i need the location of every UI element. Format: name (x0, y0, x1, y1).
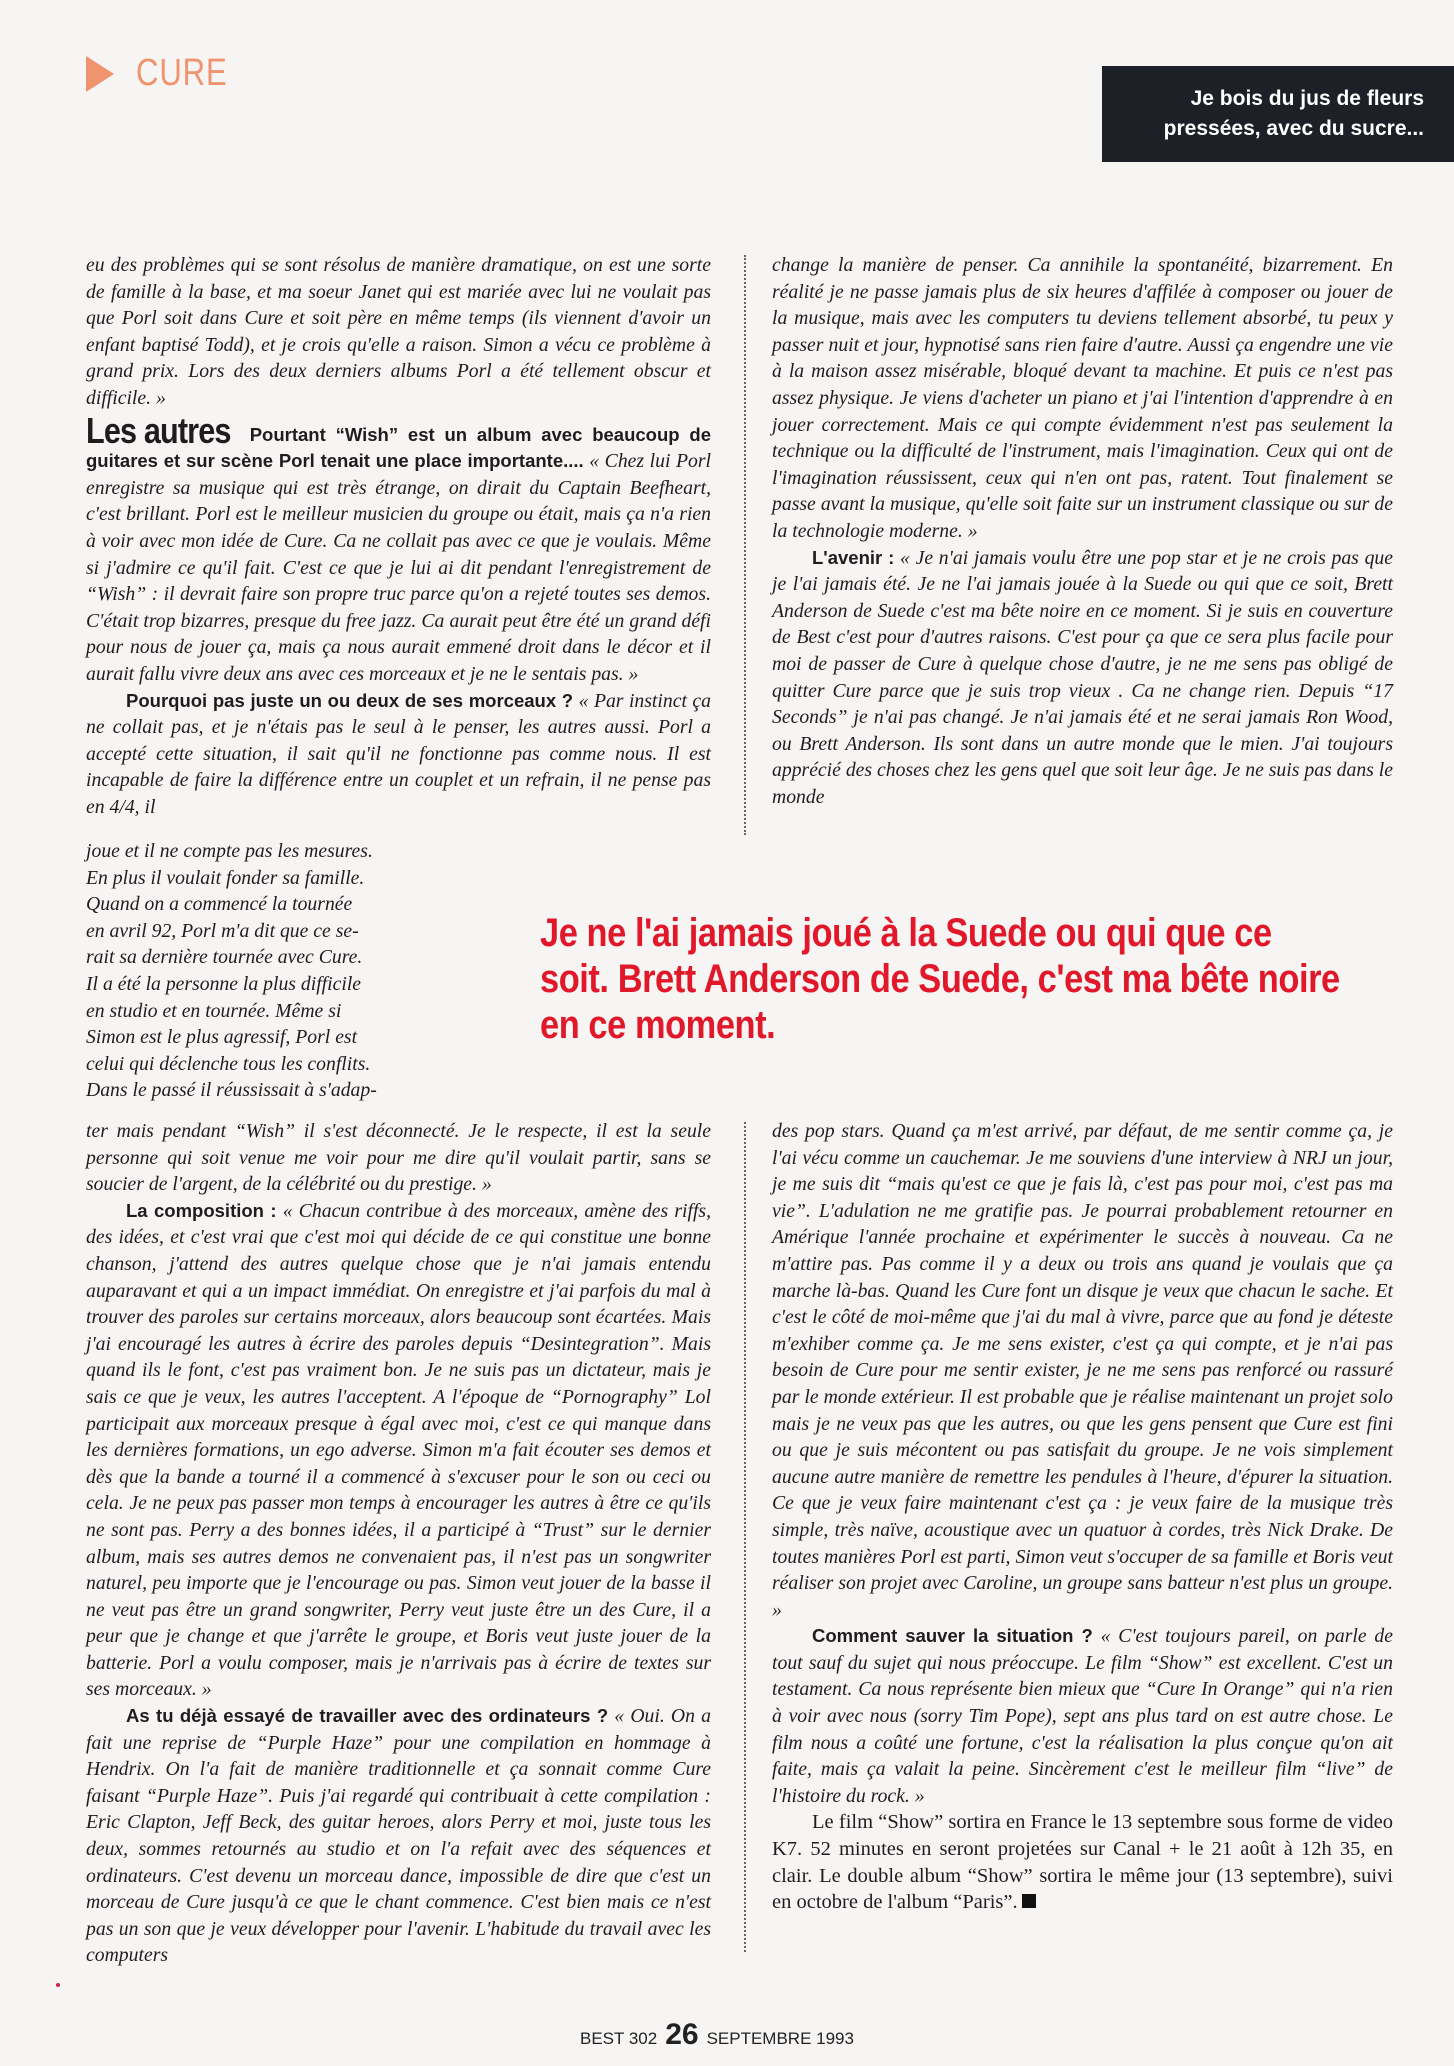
page-number: 26 (665, 2018, 699, 2051)
narrow-line: en avril 92, Porl m'a dit que ce se- (86, 919, 359, 942)
paragraph-body: « Par instinct ça ne collait pas, et je n'étais pas le seul à le penser, les autres aussi. Porl a accepté cette situation, il sait qu'il ne fonctionne pas comme nous. Il est incapable de faire la différence entre un couplet et un refrain, il ne pense pas en 4/4, il (86, 689, 711, 818)
section-label: CURE (136, 52, 228, 94)
paragraph: des pop stars. Quand ça m'est arrivé, par défaut, de me sentir comme ça, je l'ai vécu comme un cauchemar. Je me souviens d'une interview à NRJ un jour, je me suis dit “mais qu'est ce que je fais là, c'est pas pour moi, c'est pas ma vie”. L'adulation ne me gratifie pas. Je pourrai probablement retourner en Amérique l'année prochaine et expérimenter le succès à nouveau. Ca ne m'attire pas. Pas comme il y a deux ou trois ans quand je voulais que ça marche là-bas. Quand les Cure font un disque je veux que chacun le sache. Et c'est le côté de moi-même que j'ai du mal à vivre, parce que au fond je déteste m'exhiber comme ça. Je me sens exister, c'est ça qui compte, et je n'ai pas besoin de Cure pour me sentir exister, je ne me sens pas renforcé ou rassuré par le monde extérieur. Il est probable que je réalise maintenant un projet solo mais je ne veux pas que les autres, ou que les gens pensent que Cure est fini ou que je suis mécontent ou pas satisfait du groupe. Je ne vois simplement aucune autre manière de remettre les pendules à l'heure, d'épurer la situation. Ce que je veux faire maintenant c'est ça : je veux faire de la musique très simple, très naïve, acoustique avec un quatuor à cordes, très Nick Drake. De toutes manières Porl est parti, Simon veut s'occuper de sa famille et Boris veut réaliser son projet avec Caroline, un groupe sans batteur n'est plus un groupe. » (772, 1120, 1393, 1621)
quote-box (1102, 66, 1454, 162)
narrow-line: En plus il voulait fonder sa famille. (86, 866, 365, 889)
paragraph: ter mais pendant “Wish” il s'est déconnecté. Je le respecte, il est la seule personne qui soit venue me voir pour me dire qu'il voulait partir, sans se soucier de l'argent, de la célébrité ou du prestige. » (86, 1120, 711, 1196)
narrow-line: joue et il ne compte pas les mesures. (86, 840, 373, 862)
paragraph-body: « Oui. On a fait une reprise de “Purple Haze” pour une compilation en hommage à Hendrix. On l'a fait de manière traditionnelle et ça sonnait comme Cure faisant “Purple Haze”. Puis j'ai regardé qui contribuait à cette compilation : Eric Clapton, Jeff Beck, des guitar heroes, alors Perry et moi, juste tous les deux, sommes retournés au studio et on l'a refait avec des séquences et ordinateurs. C'est devenu un morceau dance, impossible de dire que c'est un morceau de Cure jusqu'à ce que le chant commence. C'est bien mais ce n'est pas un son que je veux développer pour l'avenir. L'habitude du travail avec les computers (86, 1705, 712, 1967)
end-mark-icon (1022, 1894, 1036, 1908)
paragraph-body: « Chez lui Porl enregistre sa musique qui est très étrange, on dirait du Captain Beefheart, c'est brillant. Porl est le meilleur musicien du groupe ou était, mais ça n'a rien à voir avec mon idée de Cure. Ca ne collait pas avec ce que je voulais. Même si j'admire ce qu'il fait. C'est ce que je lui ai dit pendant l'enregistrement de “Wish” : il devrait faire son propre truc parce qu'on a rejeté toutes ses demos. C'était trop bizarres, presque du free jazz. Ca aurait peut être été un grand défi pour nous de jouer ça, mais ça nous aurait emmené droit dans le décor et il aurait fallu vivre deux ans avec ces morceaux et je ne le sentais pas. » (86, 450, 711, 685)
paragraph (86, 688, 711, 821)
column-right-bottom (772, 1118, 1393, 1916)
paragraph (86, 1198, 711, 1703)
paragraph (86, 1703, 711, 1969)
narrow-line: Quand on a commencé la tournée (86, 893, 353, 916)
narrow-line: Simon est le plus agressif, Porl est (86, 1026, 358, 1049)
paragraph-lead: La composition : (126, 1199, 277, 1221)
paragraph (772, 545, 1393, 811)
column-divider (744, 1122, 746, 1952)
paragraph: eu des problèmes qui se sont résolus de manière dramatique, on est une sorte de famille à la base, et ma soeur Janet qui est mariée avec lui ne voulait pas que Porl soit dans Cure et soit père en même temps (ils viennent d'avoir un enfant baptisé Todd), et je crois qu'elle a raison. Simon a vécu ce problème à grand prix. Lors des deux derniers albums Porl a été tellement obscur et difficile. » (86, 254, 711, 409)
footer-magazine: BEST 302 (580, 2029, 658, 2048)
narrow-line: Dans le passé il réussissait à s'adap- (86, 1079, 377, 1102)
pull-quote (540, 910, 1420, 1048)
paragraph-body: « C'est toujours pareil, on parle de tout sauf du sujet qui nous préoccupe. Le film “Show” est excellent. C'est un testament. Ca nous représente bien mieux que “Cure In Orange” qui n'a rien à voir avec nous (sorry Tim Pope), sept ans plus tard on est autre chose. Le film nous a coûté une fortune, c'est la réalisation la plus conçue qu'on ait faite, mais ça valait la peine. Sincèrement c'est le meilleur film “live” de l'histoire du rock. » (772, 1625, 1393, 1807)
paragraph-lead: Pourquoi pas juste un ou deux de ses morceaux ? (126, 689, 574, 711)
column-left (86, 252, 711, 820)
column-divider (744, 255, 746, 835)
column-left-narrow (86, 838, 416, 1104)
narrow-line: celui qui déclenche tous les conflits. (86, 1052, 371, 1075)
section-tag (86, 52, 248, 95)
print-dot (56, 1983, 60, 1987)
narrow-line: en studio et en tournée. Même si (86, 999, 342, 1022)
subhead: Les autres (86, 409, 231, 451)
narrow-line: Il a été la personne la plus difficile (86, 972, 362, 995)
paragraph-body: « Je n'ai jamais voulu être une pop star et je ne crois pas que je l'ai jamais été. Je ne l'ai jamais jouée à la Suede ou qui que ce soit, Brett Anderson de Suede c'est ma bête noire en ce moment. Si je suis en couverture de Best c'est pour d'autres raisons. C'est pour ça que ce sera plus facile pour moi de passer de Cure à quelque chose d'autre, je ne me sens pas obligé de quitter Cure parce que je suis trop vieux . Ca ne change rien. Depuis “17 Seconds” je n'ai pas changé. Je n'ai jamais été et ne serai jamais Ron Wood, ou Brett Anderson. Ils sont dans un autre monde que le mien. J'ai toujours apprécié des choses chez les gens quel que soit leur âge. Je ne suis pas dans le monde (772, 546, 1393, 808)
footer-date: SEPTEMBRE 1993 (706, 2029, 854, 2048)
paragraph-lead: Pourtant “Wish” est un album avec beaucoup de guitares et sur scène Porl tenait une place importante.... (86, 423, 711, 472)
paragraph-body: Le film “Show” sortira en France le 13 septembre sous forme de video K7. 52 minutes en seront projetées sur Canal + le 21 août à 12h 35, en clair. Le double album “Show” sortira le même jour (13 septembre), suivi en octobre de l'album “Paris”. (772, 1811, 1393, 1914)
paragraph-epilogue (772, 1809, 1393, 1915)
paragraph-body: « Chacun contribue à des morceaux, amène des riffs, des idées, et c'est vrai que c'est moi qui décide de ce qui constitue une bonne chanson, j'attend des autres quelque chose que je n'ai jamais entendu auparavant et qui a un impact immédiat. On enregistre et j'ai parfois du mal à trouver des paroles sur certains morceaux, alors beaucoup sont écartées. Mais j'ai encouragé les autres à écrire des paroles depuis “Desintegration”. Mais quand ils le font, c'est pas vraiment bon. Je ne suis pas un dictateur, mais je sais ce que je veux, les autres l'acceptent. A l'époque de “Pornography” Lol participait aux morceaux presque à égal avec moi, c'est ce qui manque dans les dernières formations, un ego adverse. Simon m'a fait écouter ses demos et dès que la bande a tourné il a commencé à s'excuser pour le son ou ceci ou cela. Je ne peux pas passer mon temps à encourager les autres à être ce qu'ils ne sont pas. Perry a des bonnes idées, il a participé à “Trust” sur le dernier album, mais ses autres demos ne convenaient pas, il n'est pas un songwriter naturel, peu importe que je l'encourage ou pas. Simon veut jouer de la basse il ne veut pas être un grand songwriter, Perry veut juste être un des Cure, il a peur que je change et que j'arrête le groupe, et Boris veut juste jouer de la batterie. Porl a voulu composer, mais je n'arrivais pas à écrire de textes sur ses morceaux. » (86, 1199, 711, 1701)
paragraph-lead: Comment sauver la situation ? (812, 1625, 1093, 1647)
page-footer (580, 2018, 854, 2052)
paragraph (772, 1623, 1393, 1809)
paragraph-lead: L'avenir : (812, 546, 895, 568)
pull-quote-line: en ce moment. (540, 1003, 776, 1047)
column-left-bottom (86, 1118, 711, 1969)
narrow-line: rait sa dernière tournée avec Cure. (86, 946, 363, 969)
paragraph (86, 409, 711, 688)
quote-box-line1: Je bois du jus de fleurs (1190, 87, 1424, 110)
column-right-top (772, 252, 1393, 810)
paragraph-lead: As tu déjà essayé de travailler avec des ordinateurs ? (126, 1705, 609, 1727)
quote-box-line2: pressées, avec du sucre... (1163, 117, 1424, 140)
pull-quote-line: soit. Brett Anderson de Suede, c'est ma bête noire (540, 957, 1340, 1001)
triangle-icon (86, 56, 114, 92)
paragraph: change la manière de penser. Ca annihile la spontanéité, bizarrement. En réalité je ne passe jamais plus de six heures d'affilée à composer ou jouer de la musique, mais avec les computers tu deviens tellement absorbé, tu peux y passer nuit et jour, hypnotisé sans rien faire d'autre. Aussi ça engendre une vie à la maison assez misérable, bloqué devant ta machine. Et puis ce n'est pas assez physique. Je viens d'acheter un piano et j'ai l'intention d'apprendre à en jouer correctement. Mais ce qui compte évidemment n'est pas seulement la technique ou la difficulté de l'instrument, mais l'imagination. Ceux qui ont de l'imagination réussissent, ceux qui n'en ont pas, ratent. Tout finalement se passe avant la musique, qu'elle soit faite sur un instrument classique ou sur de la technologie moderne. » (772, 254, 1393, 542)
pull-quote-line: Je ne l'ai jamais joué à la Suede ou qui que ce (540, 911, 1272, 955)
